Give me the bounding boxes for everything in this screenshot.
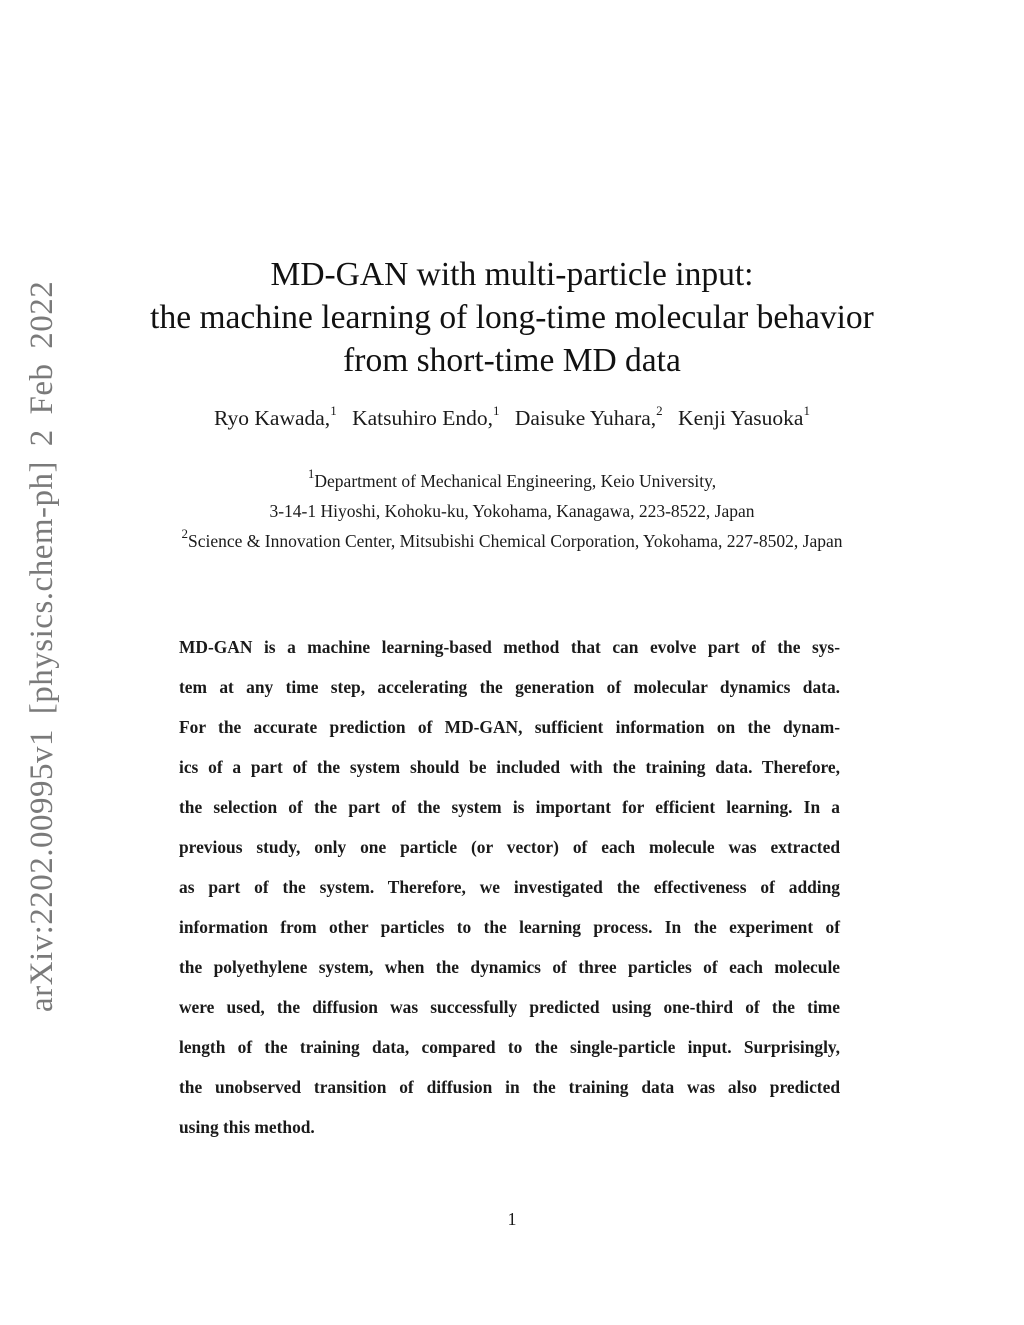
affiliation-1-address [0,499,1024,523]
paper-title [0,253,1024,382]
arxiv-date: 2 Feb 2022 [24,280,60,447]
title-line: from short-time MD data [343,342,681,379]
author-list [0,403,1024,433]
abstract-line: MD-GAN is a machine learning-based method that can evolve part of the sys- [179,637,840,657]
abstract-line: the selection of the part of the system is important for efficient learning. In a [179,797,840,817]
affil-text: Department of Mechanical Engineering, Keio University, [314,471,717,491]
abstract-line: For the accurate prediction of MD-GAN, sufficient information on the dynam- [179,717,840,737]
arxiv-stamp [18,280,66,1012]
arxiv-category: [physics.chem-ph] [24,461,60,715]
page-number: 1 [507,1209,517,1229]
abstract-line: using this method. [179,1117,315,1137]
abstract [179,634,840,1154]
abstract-line: tem at any time step, accelerating the generation of molecular dynamics data. [179,677,840,697]
affil-text: Science & Innovation Center, Mitsubishi Chemical Corporation, Yokohama, 227-8502, Japan [188,531,843,551]
author-affil-mark: 2 [656,402,663,418]
abstract-line: the polyethylene system, when the dynamics of three particles of each molecule [179,957,840,977]
author-affil-mark: 1 [803,402,810,418]
abstract-line: length of the training data, compared to the single-particle input. Surprisingly, [179,1037,840,1057]
author-affil-mark: 1 [493,402,500,418]
arxiv-identifier: arXiv:2202.00995v1 [24,728,60,1012]
abstract-line: the unobserved transition of diffusion in the training data was also predicted [179,1077,840,1097]
affil-text: 3-14-1 Hiyoshi, Kohoku-ku, Yokohama, Kanagawa, 223-8522, Japan [269,501,755,521]
affiliation-2 [0,526,1024,553]
author-name: Kenji Yasuoka [678,406,804,430]
title-line: the machine learning of long-time molecular behavior [150,299,874,336]
abstract-line: ics of a part of the system should be included with the training data. Therefore, [179,757,840,777]
abstract-line: information from other particles to the learning process. In the experiment of [179,917,840,937]
author-affil-mark: 1 [330,402,337,418]
author-name: Daisuke Yuhara, [514,406,657,430]
abstract-line: were used, the diffusion was successfully predicted using one-third of the time [179,997,840,1017]
title-line: MD-GAN with multi-particle input: [270,256,754,293]
affil-mark: 2 [181,526,188,542]
affil-mark: 1 [307,466,315,482]
abstract-line: previous study, only one particle (or vector) of each molecule was extracted [179,837,840,857]
abstract-line: as part of the system. Therefore, we investigated the effectiveness of adding [179,877,840,897]
author-name: Ryo Kawada, [214,406,331,430]
author-name: Katsuhiro Endo, [352,406,493,430]
affiliation-1 [0,466,1024,493]
